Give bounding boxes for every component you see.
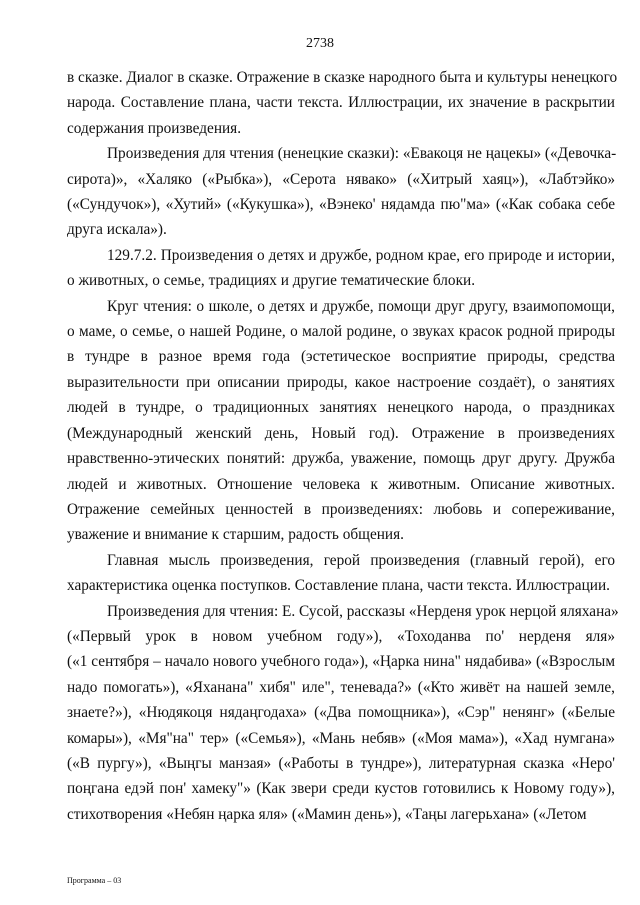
text-line: Произведения для чтения (ненецкие сказки): «Евакоця не ңацекы» («Девочка- [107,145,617,163]
text-line: («В пургу»), «Выңгы манзая» («Работы в тундре»), литературная сказка «Неро' [67,754,615,772]
text-line: нравственно-этических понятий: дружба, уважение, помощь друг другу. Дружба [67,450,615,468]
document-body [67,65,619,827]
text-line: о животных, о семье, традициях и другие тематические блоки. [67,272,476,290]
text-line: («Сундучок»), «Хутий» («Кукушка»), «Вэнеко' нядамда пю"ма» («Как собака себе [67,196,615,214]
text-line: Главная мысль произведения, герой произведения (главный герой), его [107,551,615,569]
paragraph [67,141,615,243]
text-line: выразительности при описании природы, какое настроение создаёт), о занятиях [67,373,615,391]
text-line: в сказке. Диалог в сказке. Отражение в сказке народного быта и культуры ненецкого [67,69,618,86]
text-line: в тундре в разное время года (эстетическое восприятие природы, средства [67,348,615,366]
footer-label: Программа – 03 [67,876,122,885]
text-line: сирота)», «Халяко («Рыбка»), «Серота нявако» («Хитрый хаяц»), «Лабтэйко» [67,170,615,188]
text-line: людей в тундре, о традиционных занятиях ненецкого народа, о праздниках [67,399,615,417]
paragraph [67,548,615,599]
text-line: комары»), «Мя"на" тер» («Семья»), «Мань небяв» («Моя мама»), «Хад нумгана» [67,729,615,747]
text-line: знаете?»), «Нюдякоця нядаңгодаха» («Два помощника»), «Сэр" ненянг» («Белые [67,704,615,722]
text-line: друга искала»). [67,221,167,239]
text-line: («1 сентября – начало нового учебного года»), «Ңарка нина" нядабива» («Взрослым [67,653,615,671]
text-line: характеристика оценка поступков. Составление плана, части текста. Иллюстрации. [67,577,610,595]
text-line: поңгана едэй пон' хамеку"» (Как звери среди кустов готовились к Новому году»), [67,780,615,798]
text-line: народа. Составление плана, части текста. Иллюстрации, их значение в раскрытии [67,94,615,112]
paragraph [67,294,615,548]
text-line: надо помогать»), «Яханана" хибя" иле", теневада?» («Кто живёт на нашей земле, [67,678,615,696]
text-line: о маме, о семье, о нашей Родине, о малой родине, о звуках красок родной природы [67,323,615,341]
paragraph [67,243,615,294]
text-line: уважение и внимание к старшим, радость общения. [67,526,404,544]
paragraph [67,65,618,141]
text-line: Произведения для чтения: Е. Сусой, рассказы «Нерденя урок нерцой яляхана» [107,602,619,620]
text-line: (Международный женский день, Новый год). Отражение в произведениях [67,424,615,442]
text-line: стихотворения «Небян ңарка яля» («Мамин день»), «Таңы лагерьхана» («Летом [67,805,587,823]
text-line: людей и животных. Отношение человека к животным. Описание животных. [67,475,615,493]
text-line: Круг чтения: о школе, о детях и дружбе, помощи друг другу, взаимопомощи, [107,297,615,315]
text-line: («Первый урок в новом учебном году»), «Тоходанва по' нерденя яля» [67,627,615,645]
text-line: Отражение семейных ценностей в произведениях: любовь и сопереживание, [67,500,615,518]
page-number: 2738 [306,36,334,51]
paragraph [67,599,619,828]
text-line: 129.7.2. Произведения о детях и дружбе, родном крае, его природе и истории, [107,246,615,264]
text-line: содержания произведения. [67,119,242,137]
